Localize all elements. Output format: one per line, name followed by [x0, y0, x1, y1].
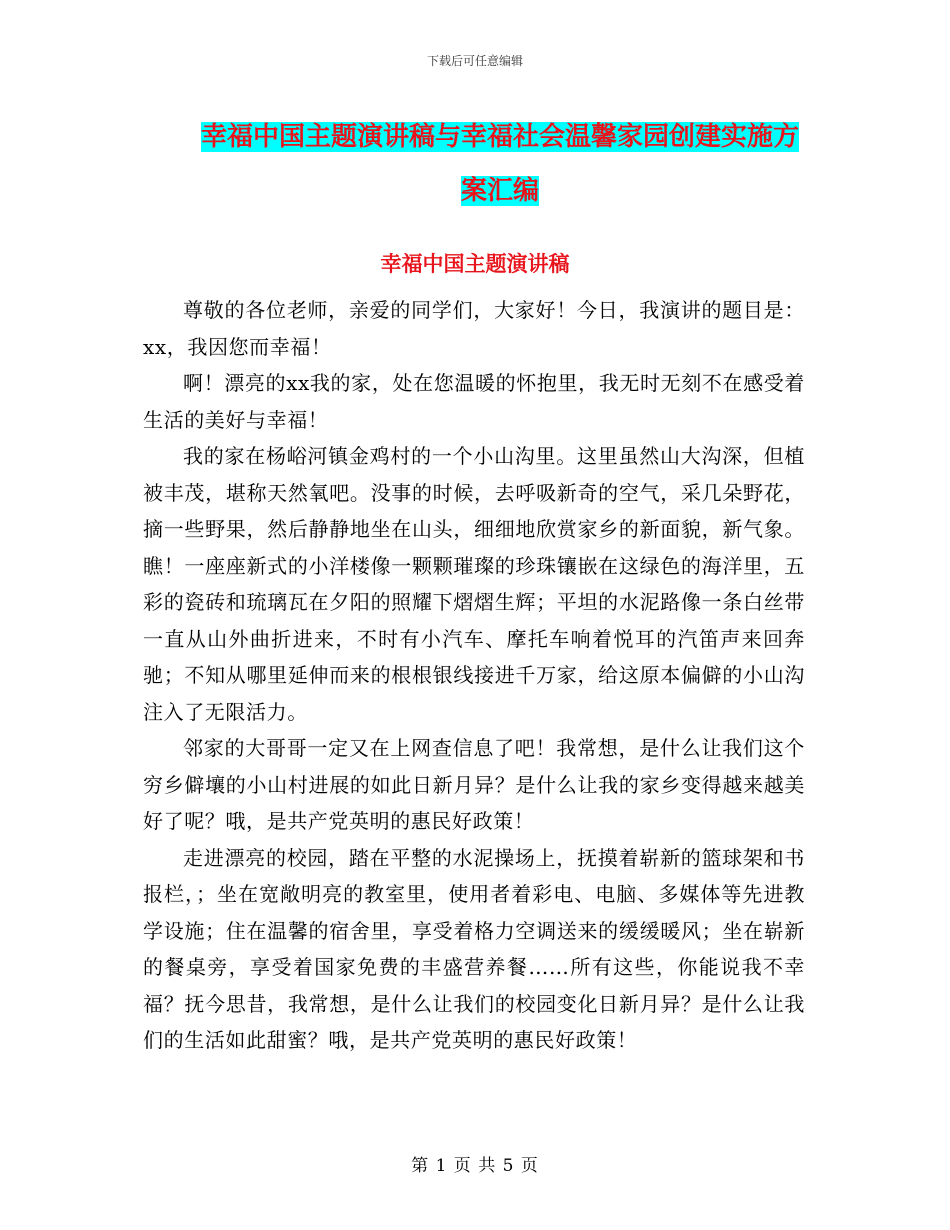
paragraph: 我的家在杨峪河镇金鸡村的一个小山沟里。这里虽然山大沟深，但植被丰茂，堪称天然氧吧。没事的时候，去呼吸新奇的空气，采几朵野花，摘一些野果，然后静静地坐在山头，细细地欣赏家乡的新面貌，新气象。瞧！一座座新式的小洋楼像一颗颗璀璨的珍珠镶嵌在这绿色的海洋里，五彩的瓷砖和琉璃瓦在夕阳的照耀下熠熠生辉；平坦的水泥路像一条白丝带一直从山外曲折进来，不时有小汽车、摩托车响着悦耳的汽笛声来回奔驰；不知从哪里延伸而来的根根银线接进千万家，给这原本偏僻的小山沟注入了无限活力。 [143, 444, 805, 724]
document-title [190, 110, 810, 218]
section-title: 幸福中国主题演讲稿 [380, 252, 570, 276]
document-body [143, 292, 805, 1059]
paragraph: 邻家的大哥哥一定又在上网查信息了吧！我常想，是什么让我们这个穷乡僻壤的小山村进展的如此日新月异？是什么让我的家乡变得越来越美好了呢？哦，是共产党英明的惠民好政策！ [143, 736, 805, 833]
paragraph: 啊！漂亮的xx我的家，处在您温暖的怀抱里，我无时无刻不在感受着生活的美好与幸福！ [143, 371, 805, 432]
page-number-footer: 第 1 页 共 5 页 [411, 1156, 539, 1176]
page-header-note: 下载后可任意编辑 [426, 54, 523, 68]
paragraph: 尊敬的各位老师，亲爱的同学们，大家好！今日，我演讲的题目是：xx，我因您而幸福！ [143, 298, 805, 359]
paragraph: 走进漂亮的校园，踏在平整的水泥操场上，抚摸着崭新的篮球架和书报栏，；坐在宽敞明亮的教室里，使用者着彩电、电脑、多媒体等先进教学设施；住在温馨的宿舍里，享受着格力空调送来的缓缓暖风；坐在崭新的餐桌旁，享受着国家免费的丰盛营养餐……所有这些，你能说我不幸福？抚今思昔，我常想，是什么让我们的校园变化日新月异？是什么让我们的生活如此甜蜜？哦，是共产党英明的惠民好政策！ [143, 845, 805, 1052]
document-title-text: 幸福中国主题演讲稿与幸福社会温馨家园创建实施方案汇编 [200, 122, 799, 206]
